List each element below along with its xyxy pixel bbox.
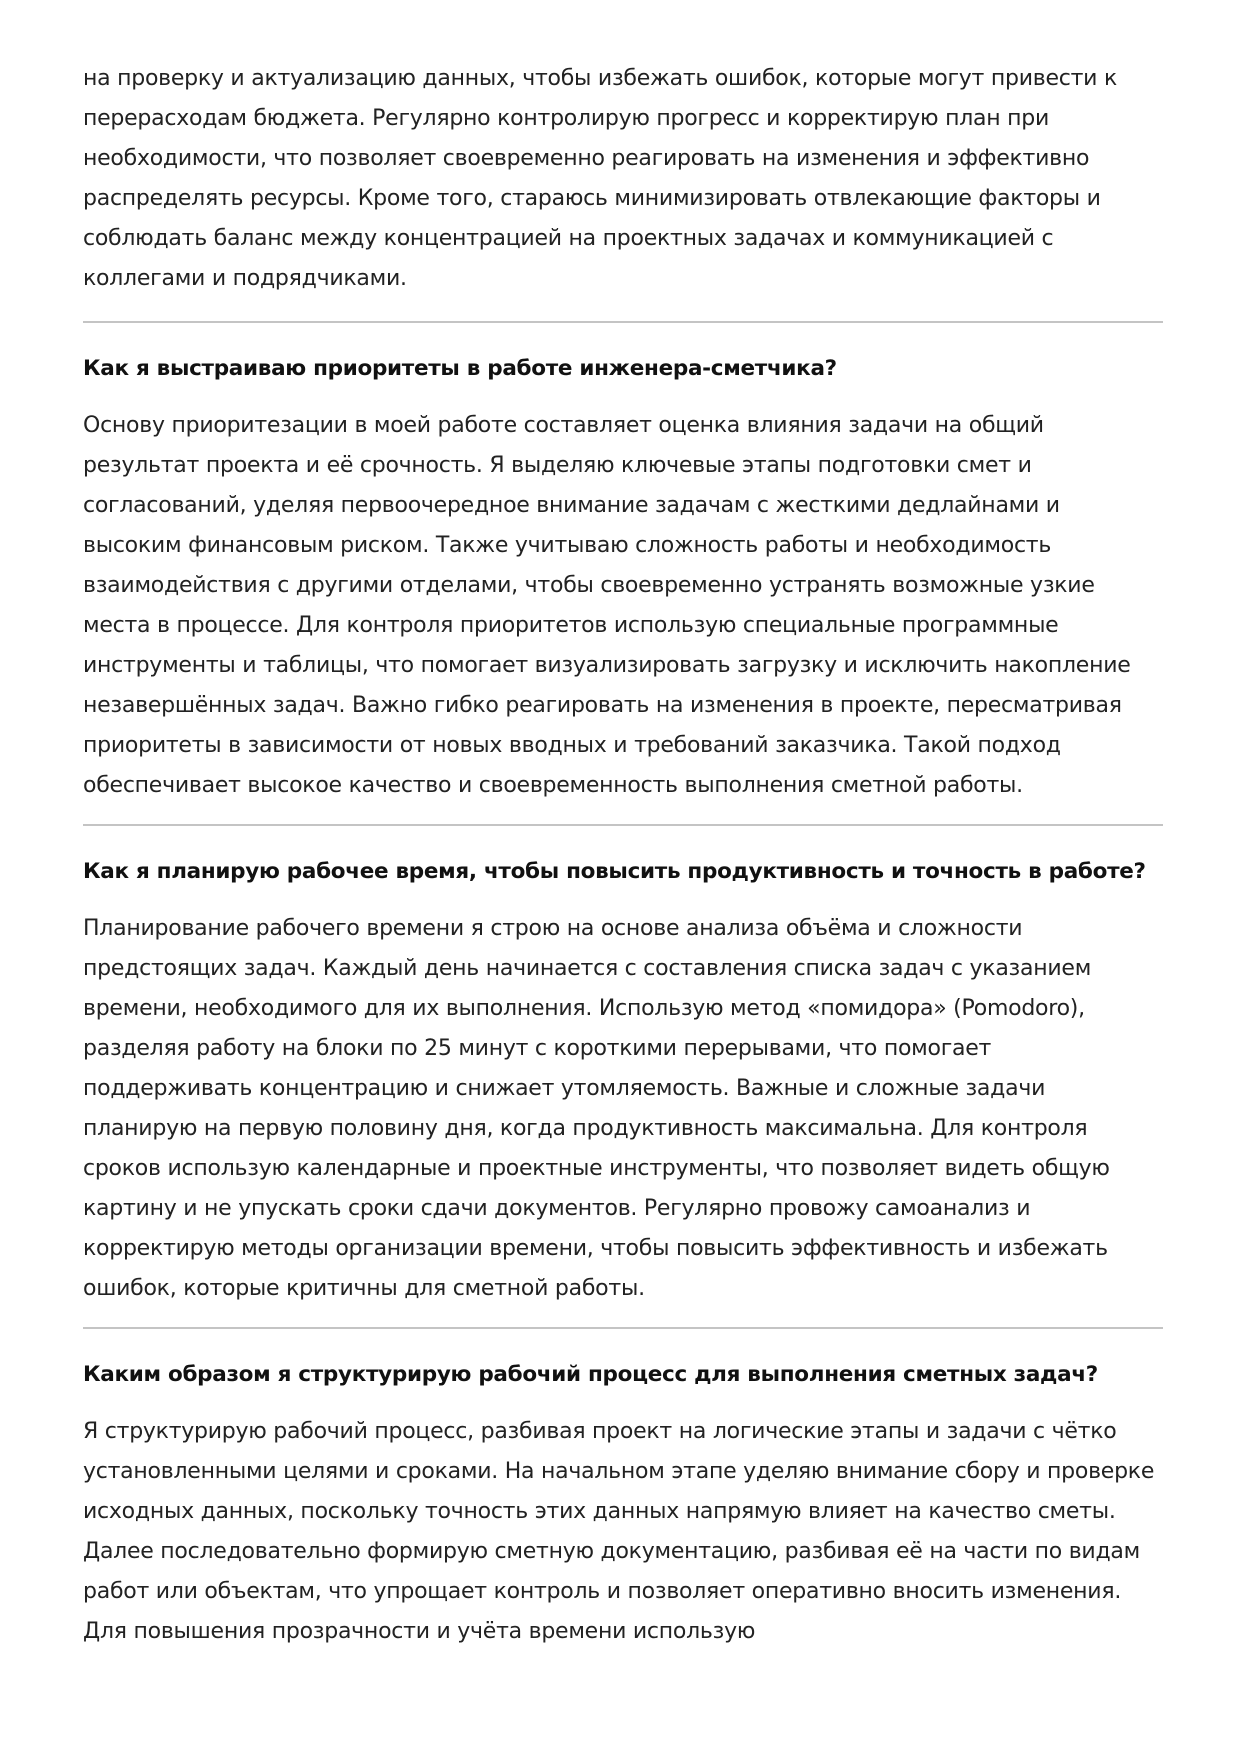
question-title: Как я планирую рабочее время, чтобы повысить продуктивность и точность в работе? (83, 859, 1146, 884)
intro-paragraph: на проверку и актуализацию данных, чтобы избежать ошибок, которые могут привести к перерасходам бюджета. Регулярно контролирую прогресс и корректирую план при необходимости, что позволяет своевременно реагировать на изменения и эффективно распределять ресурсы. Кроме того, стараюсь минимизировать отвлекающие факторы и соблюдать баланс между концентрацией на проектных задачах и коммуникацией с коллегами и подрядчиками. (83, 66, 1118, 291)
section-divider (83, 1327, 1163, 1329)
faq-section (83, 354, 1163, 806)
section-divider (83, 321, 1163, 323)
answer-paragraph: Я структурирую рабочий процесс, разбивая проект на логические этапы и задачи с чётко установленными целями и сроками. На начальном этапе уделяю внимание сбору и проверке исходных данных, поскольку точность этих данных напрямую влияет на качество сметы. Далее последовательно формирую сметную документацию, разбивая её на части по видам работ или объектам, что упрощает контроль и позволяет оперативно вносить изменения. Для повышения прозрачности и учёта времени использую (83, 1419, 1155, 1644)
answer-paragraph: Основу приоритезации в моей работе составляет оценка влияния задачи на общий результат проекта и её срочность. Я выделяю ключевые этапы подготовки смет и согласований, уделяя первоочередное внимание задачам с жесткими дедлайнами и высоким финансовым риском. Также учитываю сложность работы и необходимость взаимодействия с другими отделами, чтобы своевременно устранять возможные узкие места в процессе. Для контроля приоритетов использую специальные программные инструменты и таблицы, что помогает визуализировать загрузку и исключить накопление незавершённых задач. Важно гибко реагировать на изменения в проекте, пересматривая приоритеты в зависимости от новых вводных и требований заказчика. Такой подход обеспечивает высокое качество и своевременность выполнения сметной работы. (83, 413, 1131, 798)
faq-section (83, 857, 1163, 1309)
question-title: Как я выстраиваю приоритеты в работе инженера-сметчика? (83, 356, 837, 381)
document-page (83, 59, 1163, 1652)
answer-paragraph: Планирование рабочего времени я строю на основе анализа объёма и сложности предстоящих задач. Каждый день начинается с составления списка задач с указанием времени, необходимого для их выполнения. Использую метод «помидора» (Pomodoro), разделяя работу на блоки по 25 минут с короткими перерывами, что помогает поддерживать концентрацию и снижает утомляемость. Важные и сложные задачи планирую на первую половину дня, когда продуктивность максимальна. Для контроля сроков использую календарные и проектные инструменты, что позволяет видеть общую картину и не упускать сроки сдачи документов. Регулярно провожу самоанализ и корректирую методы организации времени, чтобы повысить эффективность и избежать ошибок, которые критичны для сметной работы. (83, 916, 1110, 1301)
section-divider (83, 824, 1163, 826)
question-title: Каким образом я структурирую рабочий процесс для выполнения сметных задач? (83, 1362, 1098, 1387)
faq-section (83, 1360, 1163, 1652)
